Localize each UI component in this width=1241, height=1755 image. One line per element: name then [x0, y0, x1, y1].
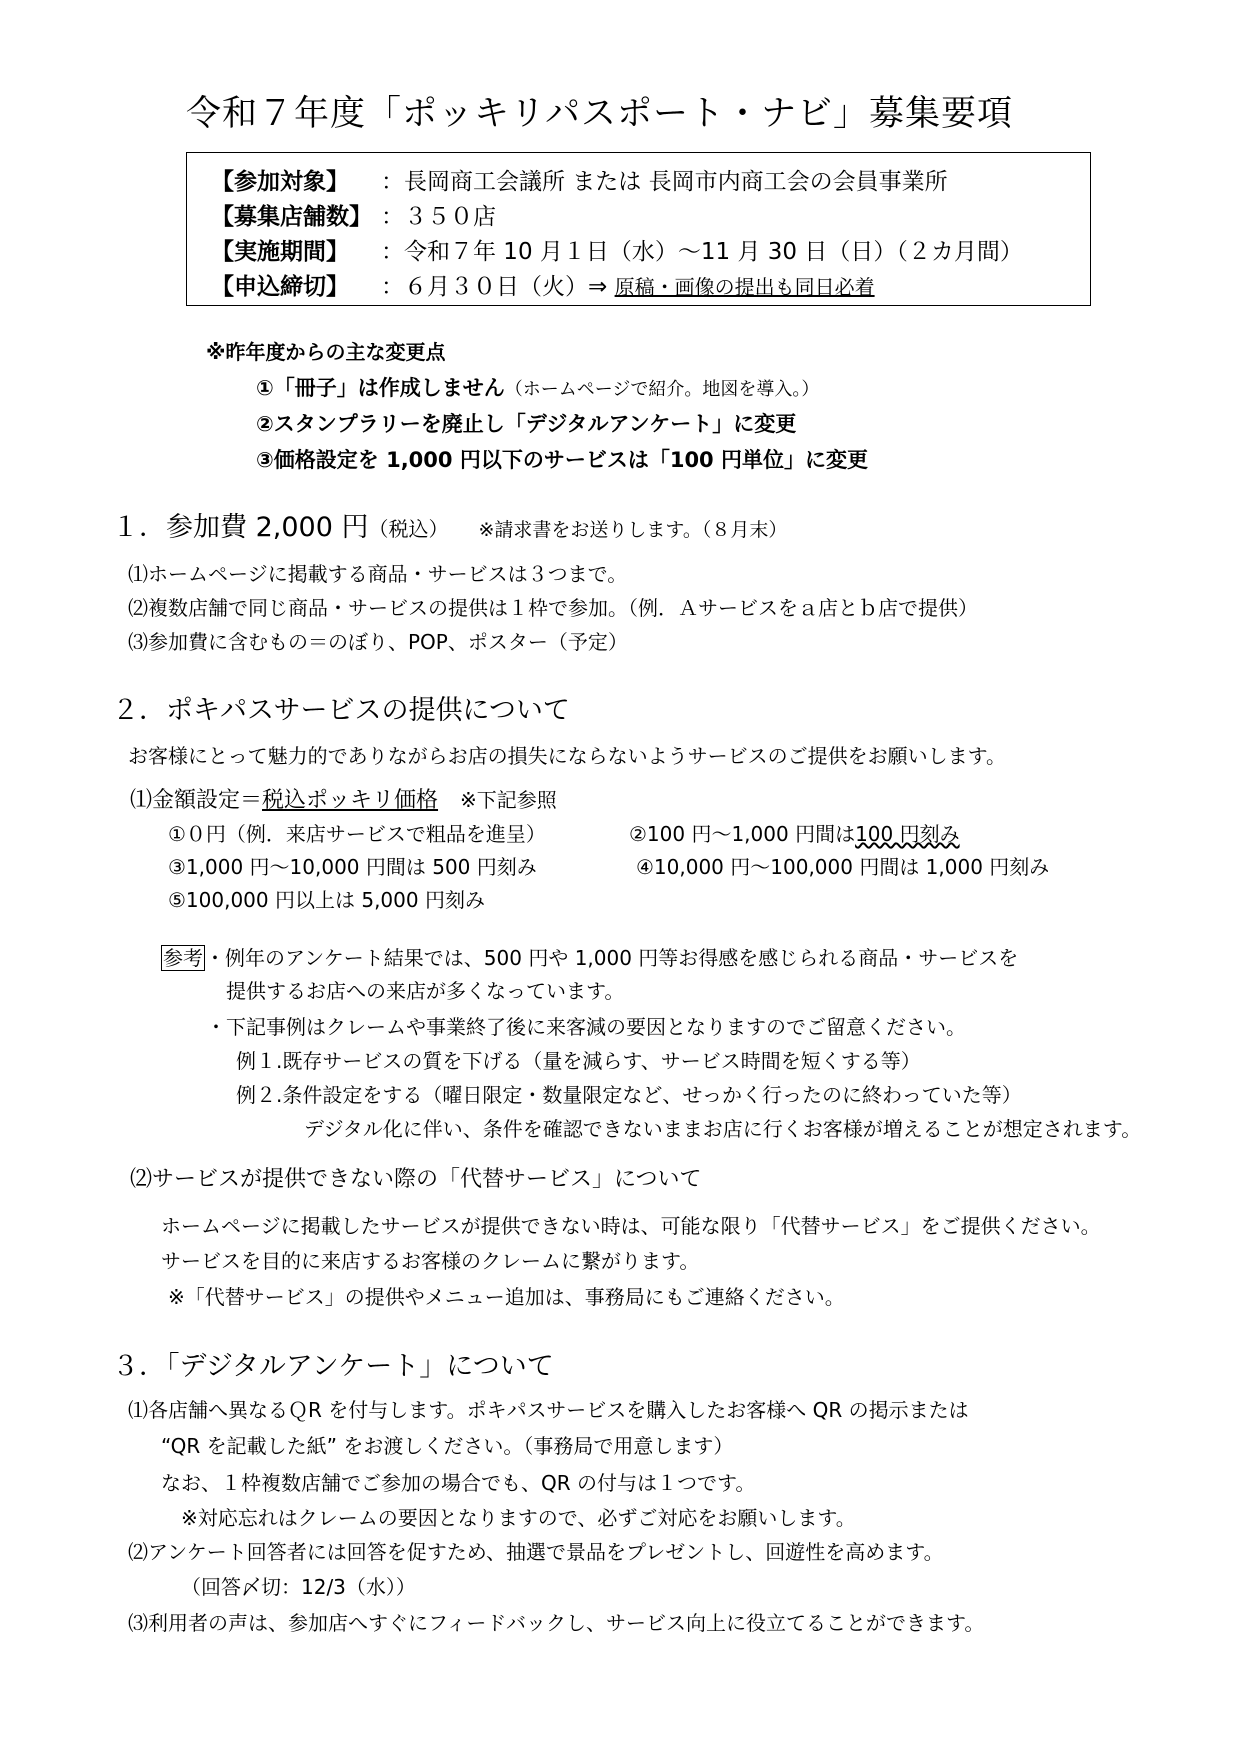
sub-1-underlined: 税込ポッキリ価格	[262, 788, 439, 813]
section-1-title: １．参加費 2,000 円	[112, 512, 369, 543]
reference-line-1: ・例年のアンケート結果では、500 円や 1,000 円等お得感を感じられる商品・サービスを	[205, 946, 1019, 970]
section-3-line-4: ※対応忘れはクレームの要因となりますので、必ずご対応をお願いします。	[181, 1506, 856, 1530]
section-3-line-5: ⑵アンケート回答者には回答を促すため、抽選で景品をプレゼントし、回遊性を高めます。	[128, 1540, 944, 1564]
sub-2-para-2: サービスを目的に来店するお客様のクレームに繋がります。	[161, 1249, 700, 1273]
change-item-2: ②スタンプラリーを廃止し「デジタルアンケート」に変更	[256, 412, 797, 436]
section-3-line-7: ⑶利用者の声は、参加店へすぐにフィードバックし、サービス向上に役立てることができます。	[128, 1611, 985, 1635]
price-rule-2	[629, 818, 960, 847]
section-1-item-2: ⑵複数店舗で同じ商品・サービスの提供は１枠で参加。（例．Ａサービスをａ店とｂ店で提供）	[128, 596, 978, 620]
reference-line-1b: 提供するお店への来店が多くなっています。	[226, 979, 625, 1003]
info-row-store-count	[211, 198, 496, 231]
reference-block	[161, 942, 1018, 971]
example-1: 例１.既存サービスの質を下げる（量を減らす、サービス時間を短くする等）	[236, 1049, 921, 1073]
reference-line-2: ・下記事例はクレームや事業終了後に来客減の要因となりますのでご留意ください。	[206, 1015, 966, 1039]
info-row-deadline	[211, 268, 875, 301]
change-text: ①「冊子」は作成しません	[256, 376, 505, 400]
info-label: 【申込締切】	[211, 274, 349, 300]
section-3-line-6: （回答〆切：12/3（水））	[181, 1575, 416, 1599]
info-value-underlined: 原稿・画像の提出も同日必着	[614, 275, 875, 299]
info-row-period	[211, 233, 1023, 266]
section-1-tax: （税込）	[368, 517, 449, 541]
price-rule-4: ④10,000 円～100,000 円間は 1,000 円刻み	[636, 855, 1050, 879]
reference-tag: 参考	[163, 946, 203, 970]
info-box	[186, 152, 1091, 306]
info-label: 【参加対象】	[211, 169, 349, 195]
price-rule-5: ⑤100,000 円以上は 5,000 円刻み	[168, 888, 485, 912]
section-1-note: ※請求書をお送りします。（８月末）	[478, 519, 788, 541]
changes-heading: ※昨年度からの主な変更点	[206, 340, 446, 364]
sub-2-para-3: ※「代替サービス」の提供やメニュー追加は、事務局にもご連絡ください。	[168, 1285, 845, 1309]
change-item-3: ③価格設定を 1,000 円以下のサービスは「100 円単位」に変更	[256, 448, 868, 472]
section-3-line-1: ⑴各店舗へ異なるＱR を付与します。ポキパスサービスを購入したお客様へ QR の掲示または	[128, 1398, 969, 1422]
section-2-heading: ２．ポキパスサービスの提供について	[112, 695, 570, 726]
change-item-1	[256, 372, 819, 402]
section-3-heading: ３．「デジタルアンケート」について	[112, 1351, 554, 1382]
price-rule-1: ①０円（例．来店サービスで粗品を進呈）	[168, 822, 546, 846]
example-2-note: デジタル化に伴い、条件を確認できないままお店に行くお客様が増えることが想定されます。	[304, 1117, 1142, 1141]
price-rule-2-emphasis: 100 円刻み	[855, 822, 960, 846]
section-2-intro: お客様にとって魅力的でありながらお店の損失にならないようサービスのご提供をお願いします。	[128, 744, 1006, 768]
info-label: 【実施期間】	[211, 239, 349, 265]
info-value: ：６月３０日（火）⇒	[381, 274, 615, 300]
sub-2-para-1: ホームページに掲載したサービスが提供できない時は、可能な限り「代替サービス」をご提供ください。	[161, 1214, 1101, 1238]
sub-1-note: ※下記参照	[460, 788, 557, 812]
section-1-item-1: ⑴ホームページに掲載する商品・サービスは３つまで。	[128, 562, 628, 586]
sub-1-label: ⑴金額設定＝	[130, 788, 263, 813]
price-rule-2-text: ②100 円～1,000 円間は	[629, 822, 856, 846]
info-value: ：３５０店	[381, 204, 496, 230]
example-2: 例２.条件設定をする（曜日限定・数量限定など、せっかく行ったのに終わっていた等）	[236, 1083, 1022, 1107]
info-row-target	[211, 163, 948, 196]
section-2-sub-1	[130, 783, 557, 814]
section-3-line-3: なお、１枠複数店舗でご参加の場合でも、QR の付与は１つです。	[161, 1471, 756, 1495]
price-rule-3: ③1,000 円～10,000 円間は 500 円刻み	[168, 855, 537, 879]
section-1-item-3: ⑶参加費に含むもの＝のぼり、POP、ポスター（予定）	[128, 630, 628, 654]
section-1-heading	[112, 505, 787, 544]
section-2-sub-2: ⑵サービスが提供できない際の「代替サービス」について	[130, 1167, 702, 1192]
page-title: 令和７年度「ポッキリパスポート・ナビ」募集要項	[186, 94, 1013, 134]
info-label: 【募集店舗数】	[211, 204, 372, 230]
change-note: （ホームページで紹介。地図を導入。）	[504, 379, 820, 400]
section-3-line-2: “QR を記載した紙” をお渡しください。（事務局で用意します）	[161, 1434, 734, 1458]
info-value: ：令和７年 10 月１日（水）～11 月 30 日（日）（２カ月間）	[381, 239, 1023, 265]
info-value: ：長岡商工会議所 または 長岡市内商工会の会員事業所	[381, 169, 948, 195]
